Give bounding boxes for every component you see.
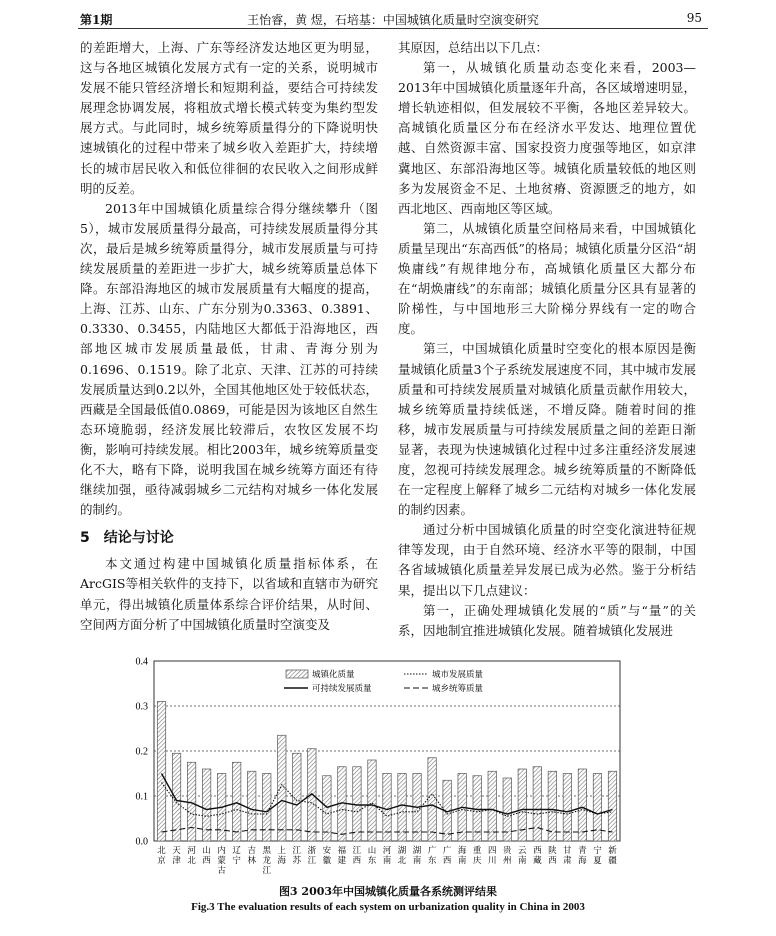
x-tick-label: 贵州 <box>503 846 512 866</box>
bar <box>383 774 391 842</box>
x-tick-label: 吉林 <box>247 846 256 866</box>
paragraph: 第三，中国城镇化质量时空变化的根本原因是衡量城镇化质量3个子系统发展速度不同，其中城市发展质量和可持续发展质量对城镇化质量贡献作用较大，城乡统筹质量持续低迷，不增反降。随着时间的推移，城市发展质量与可持续发展质量之间的差距日渐显著，表现为快速城镇化过程中过多注重经济发展速度，忽视可持续发展理念。城乡统筹质量的不断降低在一定程度上解释了城乡二元结构对城乡一体化发展的制约因素。 <box>398 341 696 518</box>
x-tick-label: 内蒙古 <box>217 846 226 876</box>
legend-swatch <box>286 670 308 678</box>
x-tick-label: 湖南 <box>412 846 422 866</box>
x-tick-label: 重庆 <box>472 846 482 866</box>
bar <box>232 762 240 841</box>
x-tick-label: 陕西 <box>548 846 557 866</box>
x-tick-label: 黑龙江 <box>262 846 271 876</box>
bar <box>533 767 541 841</box>
legend-label: 城市发展质量 <box>432 670 484 680</box>
chart-svg <box>112 655 632 877</box>
x-tick-label: 甘肃 <box>563 846 572 866</box>
x-tick-label: 湖北 <box>397 846 407 866</box>
x-tick-label: 福建 <box>337 846 347 866</box>
x-tick-label: 海南 <box>457 846 467 866</box>
bar <box>428 758 436 841</box>
x-tick-label: 江西 <box>352 846 362 866</box>
left-column <box>80 38 378 635</box>
x-tick-label: 新疆 <box>608 846 617 866</box>
paragraph: 2013年中国城镇化质量综合得分继续攀升（图5），城市发展质量得分最高，可持续发展质量得分其次，最后是城乡统筹质量得分，城市发展质量与可持续发展质量的差距进一步扩大，城乡统筹质量总体下降。东部沿海地区的城市发展质量有大幅度的提高，上海、江苏、山东、广东分别为0.3363、0.3891、0.3330、0.3455，内陆地区大都低于沿海地区，西部地区城市发展质量最低，甘肃、青海分别为0.1696、0.1519。除了北京、天津、江苏的可持续发展质量达到0.2以外，全国其他地区处于较低状态，西藏是全国最低值0.0869，可能是因为该地区自然生态环境脆弱，经济发展比较滞后，农牧区发展不均衡，影响可持续发展。相比2003年，城乡统筹质量变化不大，略有下降，说明我国在城乡统筹方面还有待继续加强，亟待减弱城乡二元结构对城乡一体化发展的制约。 <box>80 200 378 518</box>
x-tick-label: 四川 <box>487 846 497 866</box>
paragraph: 其原因，总结出以下几点： <box>398 40 549 55</box>
x-tick-label: 宁夏 <box>593 846 602 866</box>
figure-caption-cn: 图3 2003年中国城镇化质量各系统测评结果 <box>278 885 498 898</box>
x-tick-label: 河南 <box>382 846 392 866</box>
figure-caption-en: Fig.3 The evaluation results of each system on urbanization quality in China in 2003 <box>191 901 585 913</box>
x-tick-label: 辽宁 <box>232 846 241 866</box>
bar <box>248 771 256 841</box>
bar <box>293 753 301 841</box>
bar <box>308 749 316 841</box>
y-tick-label: 0.4 <box>135 656 148 668</box>
x-tick-label: 云南 <box>518 846 527 866</box>
paragraph: 第二，从城镇化质量空间格局来看，中国城镇化质量呈现出“东高西低”的格局；城镇化质量分区沿“胡焕庸线”有规律地分布，高城镇化质量区大都分布在“胡焕庸线”的东南部；城镇化质量分区具有显著的阶梯性，与中国地形三大阶梯分界线有一定的吻合度。 <box>398 220 696 337</box>
bar <box>368 760 376 841</box>
y-tick-label: 0.3 <box>135 701 148 713</box>
bar <box>278 735 286 841</box>
y-tick-label: 0.0 <box>135 836 148 848</box>
x-tick-label: 广东 <box>427 846 437 866</box>
bar <box>187 762 195 841</box>
page-number: 95 <box>686 11 702 25</box>
right-column <box>398 38 696 641</box>
x-tick-label: 江苏 <box>292 846 302 866</box>
bar <box>323 776 331 841</box>
x-tick-label: 西藏 <box>533 846 542 866</box>
running-title: 王怡睿，黄 煜，石培基：中国城镇化质量时空演变研究 <box>247 13 539 27</box>
bar <box>157 702 165 842</box>
issue-number: 第1期 <box>80 13 113 27</box>
legend-label: 城乡统筹质量 <box>432 684 484 694</box>
paragraph: 第一，从城镇化质量动态变化来看，2003—2013年中国城镇化质量逐年升高，各区域增速明显，增长轨迹相似，但发展较不平衡，各地区差异较大。高城镇化质量区分布在经济水平发达、地理位置优越、自然资源丰富、国家投资力度强等地区，如京津冀地区、东部沿海地区等。城镇化质量较低的地区则多为发展资金不足、土地贫瘠、资源匮乏的地方，如西北地区、西南地区等区域。 <box>398 60 696 216</box>
bar <box>172 753 180 841</box>
paragraph: 通过分析中国城镇化质量的时空变化演进特征规律等发现，由于自然环境、经济水平等的限制，中国各省域城镇化质量差异发展已成为必然。鉴于分析结果，提出以下几点建议： <box>398 522 696 598</box>
bar <box>398 774 406 842</box>
x-tick-label: 上海 <box>277 846 287 866</box>
paragraph: 的差距增大，上海、广东等经济发达地区更为明显，这与各地区城镇化发展方式有一定的关系，说明城市发展不能只管经济增长和短期利益，要结合可持续发展理念协调发展，将粗放式增长模式转变为集约型发展方式。与此同时，城乡统筹质量得分的下降说明快速城镇化的过程中带来了城乡收入差距扩大，持续增长的城市居民收入和低位徘徊的农民收入之间形成鲜明的反差。 <box>80 40 378 196</box>
section-number: 5 <box>80 530 90 547</box>
y-tick-label: 0.2 <box>135 746 148 758</box>
bar <box>593 774 601 842</box>
x-tick-label: 浙江 <box>307 846 317 866</box>
bar <box>578 769 586 841</box>
page-header <box>78 8 708 29</box>
section-title: 结论与讨论 <box>103 530 174 547</box>
x-tick-label: 河北 <box>187 846 196 866</box>
paragraph: 第一，正确处理城镇化发展的“质”与“量”的关系，因地制宜推进城镇化发展。随着城镇化发展进 <box>398 602 696 638</box>
x-tick-label: 北京 <box>157 846 166 866</box>
legend-label: 可持续发展质量 <box>312 684 372 694</box>
bar <box>608 771 616 841</box>
x-tick-label: 青海 <box>578 846 587 866</box>
bar <box>563 774 571 842</box>
x-tick-label: 天津 <box>172 846 181 866</box>
paragraph: 本文通过构建中国城镇化质量指标体系，在ArcGIS等相关软件的支持下，以省域和直辖市为研究单元，得出城镇化质量体系综合评价结果，从时间、空间两方面分析了中国城镇化质量时空演变及 <box>80 556 378 632</box>
section-heading <box>80 528 378 548</box>
y-tick-label: 0.1 <box>135 791 148 803</box>
bar <box>488 771 496 841</box>
figure-chart <box>112 655 632 877</box>
legend-label: 城镇化质量 <box>312 670 355 680</box>
x-tick-label: 山西 <box>202 846 211 866</box>
x-tick-label: 山东 <box>367 846 377 866</box>
bar <box>263 774 271 842</box>
x-tick-label: 广西 <box>442 846 452 866</box>
x-tick-label: 安徽 <box>322 846 332 866</box>
